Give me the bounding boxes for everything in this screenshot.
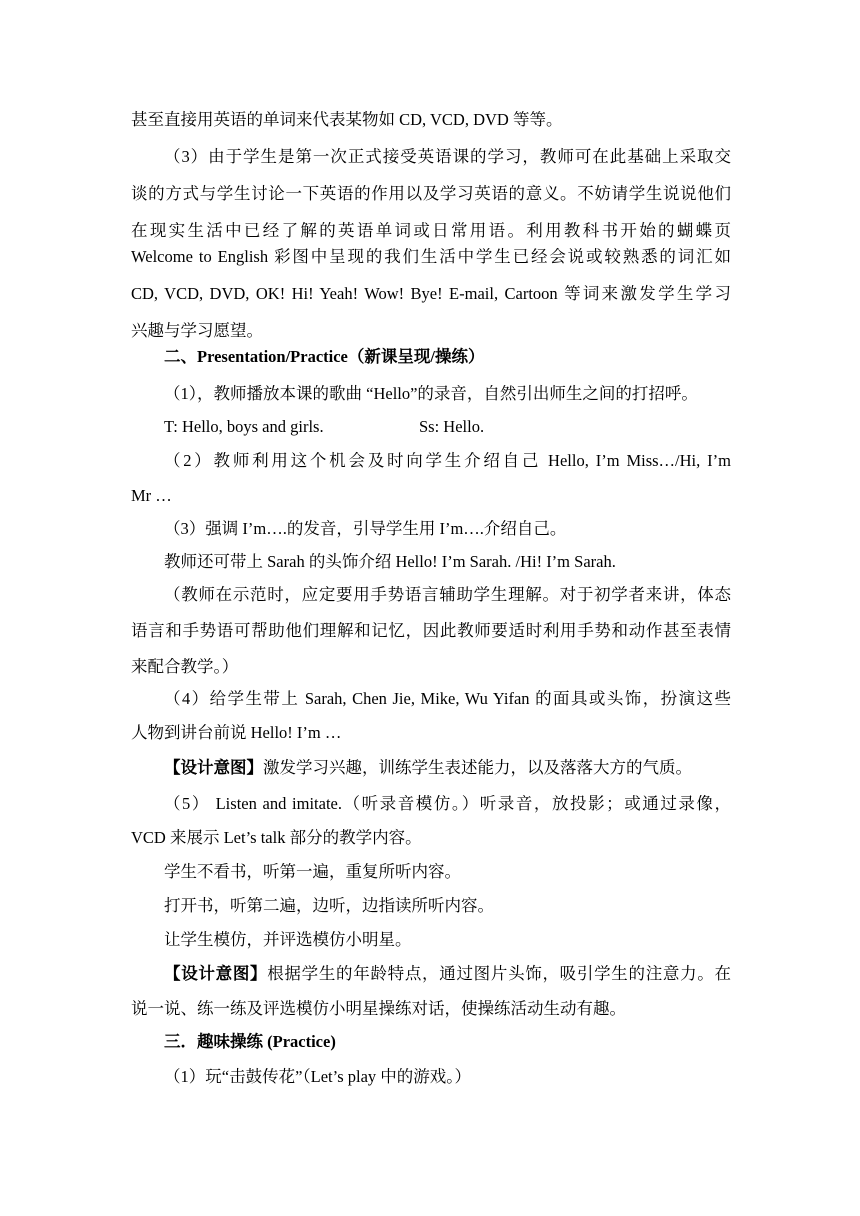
- paragraph-line: （2）教师利用这个机会及时向学生介绍自己 Hello, I’m Miss…/Hi, I’m: [164, 451, 731, 470]
- paragraph-line: 让学生模仿，并评选模仿小明星。: [164, 930, 412, 949]
- paragraph-line: （3）由于学生是第一次正式接受英语课的学习，教师可在此基础上采取交: [164, 147, 731, 166]
- section-heading: 三．趣味操练 (Practice): [164, 1032, 336, 1051]
- paragraph-line: Mr …: [131, 486, 172, 505]
- paragraph-line: 说一说、练一练及评选模仿小明星操练对话，使操练活动生动有趣。: [131, 999, 626, 1018]
- paragraph-line: （教师在示范时，应定要用手势语言辅助学生理解。对于初学者来讲，体态: [164, 585, 731, 604]
- paragraph-line: 学生不看书，听第一遍，重复所听内容。: [164, 862, 461, 881]
- dialogue-teacher: T: Hello, boys and girls.: [164, 417, 324, 436]
- paragraph-line: CD, VCD, DVD, OK! Hi! Yeah! Wow! Bye! E-mail, Cartoon 等词来激发学生学习: [131, 284, 731, 303]
- paragraph-line: （1），教师播放本课的歌曲 “Hello”的录音，自然引出师生之间的打招呼。: [164, 384, 698, 403]
- paragraph-line: 人物到讲台前说 Hello! I’m …: [131, 723, 342, 742]
- dialogue-line: [164, 416, 731, 438]
- paragraph-line: 语言和手势语可帮助他们理解和记忆，因此教师要适时利用手势和动作甚至表情: [131, 621, 731, 640]
- paragraph-line: 谈的方式与学生讨论一下英语的作用以及学习英语的意义。不妨请学生说说他们: [131, 184, 731, 203]
- paragraph-line: Welcome to English 彩图中呈现的我们生活中学生已经会说或较熟悉的词汇如: [131, 247, 731, 266]
- design-intent-line: [164, 757, 731, 779]
- paragraph-line: VCD 来展示 Let’s talk 部分的教学内容。: [131, 828, 422, 847]
- paragraph-line: （3）强调 I’m….的发音，引导学生用 I’m….介绍自己。: [164, 519, 567, 538]
- paragraph-line: （1）玩“击鼓传花”（Let’s play 中的游戏。）: [164, 1067, 472, 1086]
- paragraph-line: 在现实生活中已经了解的英语单词或日常用语。利用教科书开始的蝴蝶页: [131, 221, 731, 240]
- paragraph-line: 来配合教学。）: [131, 657, 239, 676]
- design-intent-label: 【设计意图】: [164, 964, 268, 983]
- paragraph-line: 甚至直接用英语的单词来代表某物如 CD, VCD, DVD 等等。: [131, 110, 563, 129]
- design-intent-label: 【设计意图】: [164, 758, 263, 777]
- paragraph-line: （4）给学生带上 Sarah, Chen Jie, Mike, Wu Yifan 的面具或头饰，扮演这些: [164, 689, 731, 708]
- dialogue-students: Ss: Hello.: [419, 417, 485, 436]
- section-heading: 二、Presentation/Practice（新课呈现/操练）: [164, 347, 485, 366]
- design-intent-text: 激发学习兴趣，训练学生表述能力，以及落落大方的气质。: [263, 758, 692, 777]
- paragraph-line: 兴趣与学习愿望。: [131, 321, 263, 340]
- design-intent-line: [164, 963, 731, 985]
- design-intent-text: 根据学生的年龄特点，通过图片头饰，吸引学生的注意力。在: [267, 964, 731, 983]
- paragraph-line: 教师还可带上 Sarah 的头饰介绍 Hello! I’m Sarah. /Hi! I’m Sarah.: [164, 552, 616, 571]
- paragraph-line: 打开书，听第二遍，边听，边指读所听内容。: [164, 896, 494, 915]
- paragraph-line: （5） Listen and imitate.（听录音模仿。）听录音，放投影；或通过录像，: [164, 794, 731, 813]
